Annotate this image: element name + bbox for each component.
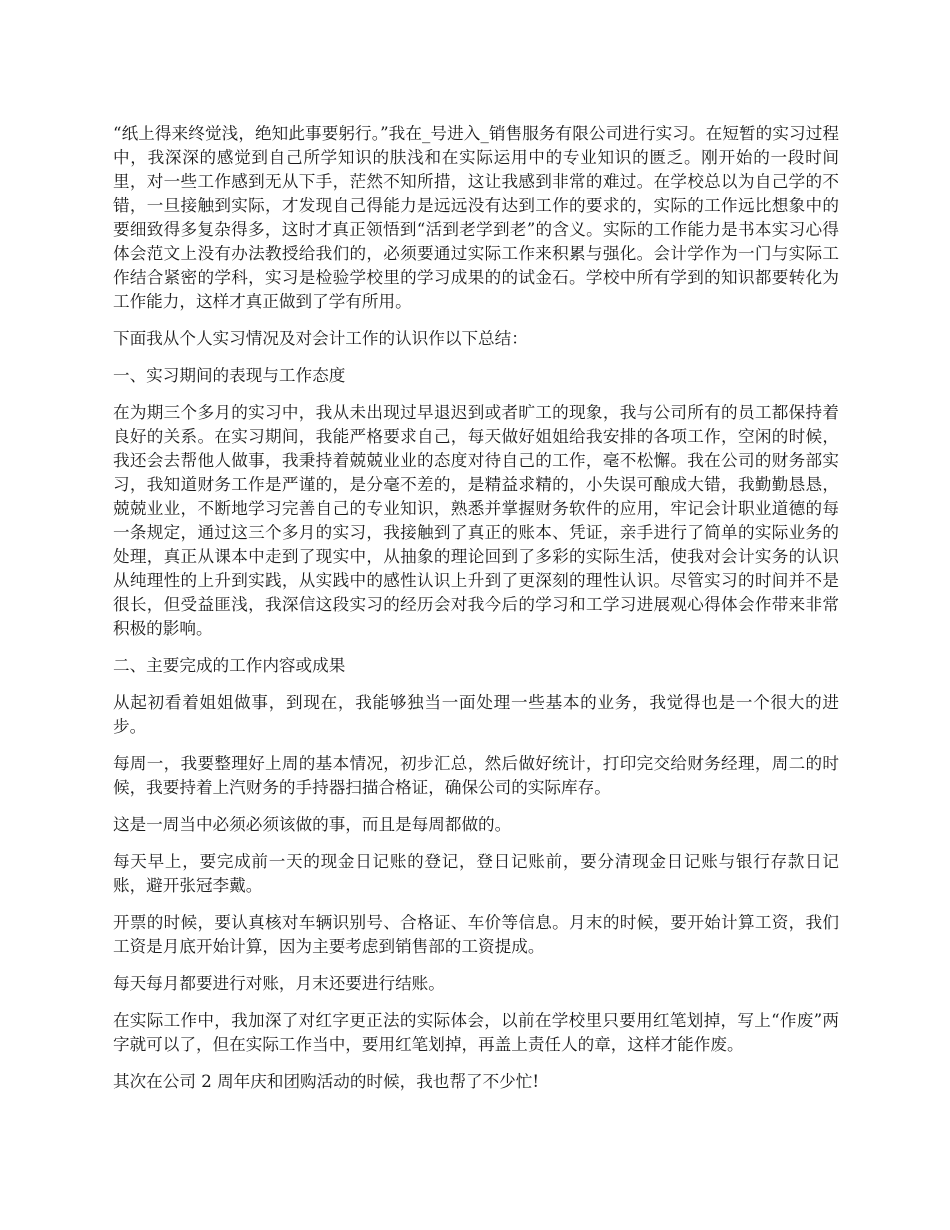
document-page <box>113 122 839 1107</box>
paragraph-reconciliation: 每天每月都要进行对账，月末还要进行结账。 <box>113 974 445 993</box>
paragraph-monday: 每周一，我要整理好上周的基本情况，初步汇总，然后做好统计，打印完交给财务经理，周二的时候，我要持着上汽财务的手持器扫描合格证，确保公司的实际库存。 <box>113 754 839 797</box>
paragraph-morning: 每天早上，要完成前一天的现金日记账的登记，登日记账前，要分清现金日记账与银行存款日记账，避开张冠李戴。 <box>113 852 839 895</box>
paragraph-progress: 从起初看着姐姐做事，到现在，我能够独当一面处理一些基本的业务，我觉得也是一个很大的进步。 <box>113 693 839 736</box>
paragraph-invoicing: 开票的时候，要认真核对车辆识别号、合格证、车价等信息。月末的时候，要开始计算工资，我们工资是月底开始计算，因为主要考虑到销售部的工资提成。 <box>113 913 839 956</box>
paragraph-anniversary: 其次在公司 2 周年庆和团购活动的时候，我也帮了不少忙! <box>113 1072 540 1091</box>
paragraph-intro: “纸上得来终觉浅，绝知此事要躬行。”我在_号进入_销售服务有限公司进行实习。在短暂的实习过程中，我深深的感觉到自己所学知识的肤浅和在实际运用中的专业知识的匮乏。刚开始的一段时间里，对一些工作感到无从下手，茫然不知所措，这让我感到非常的难过。在学校总以为自己学的不错，一旦接触到实际，才发现自己得能力是远远没有达到工作的要求的，实际的工作远比想象中的要细致得多复杂得多，这时才真正领悟到“活到老学到老”的含义。实际的工作能力是书本实习心得体会范文上没有办法教授给我们的，必须要通过实际工作来积累与强化。会计学作为一门与实际工作结合紧密的学科，实习是检验学校里的学习成果的的试金石。学校中所有学到的知识都要转化为工作能力，这样才真正做到了学有所用。 <box>113 124 839 311</box>
paragraph-red-correction: 在实际工作中，我加深了对红字更正法的实际体会，以前在学校里只要用红笔划掉，写上“作废”两字就可以了，但在实际工作当中，要用红笔划掉，再盖上责任人的章，这样才能作废。 <box>113 1011 839 1054</box>
section-heading-2: 二、主要完成的工作内容或成果 <box>113 656 346 675</box>
paragraph-summary-lead: 下面我从个人实习情况及对会计工作的认识作以下总结： <box>113 329 528 348</box>
section-heading-1: 一、实习期间的表现与工作态度 <box>113 366 346 385</box>
paragraph-weekly: 这是一周当中必须必须该做的事，而且是每周都做的。 <box>113 815 512 834</box>
paragraph-performance: 在为期三个多月的实习中，我从未出现过早退迟到或者旷工的现象，我与公司所有的员工都保持着良好的关系。在实习期间，我能严格要求自己，每天做好姐姐给我安排的各项工作，空闲的时候，我还会去帮他人做事，我秉持着兢兢业业的态度对待自己的工作，毫不松懈。我在公司的财务部实习，我知道财务工作是严谨的，是分毫不差的，是精益求精的，小失误可酿成大错，我勤勤恳恳，兢兢业业，不断地学习完善自己的专业知识，熟悉并掌握财务软件的应用，牢记会计职业道德的每一条规定，通过这三个多月的实习，我接触到了真正的账本、凭证，亲手进行了简单的实际业务的处理，真正从课本中走到了现实中，从抽象的理论回到了多彩的实际生活，使我对会计实务的认识从纯理性的上升到实践，从实践中的感性认识上升到了更深刻的理性认识。尽管实习的时间并不是很长，但受益匪浅，我深信这段实习的经历会对我今后的学习和工学习进展观心得体会作带来非常积极的影响。 <box>113 403 839 638</box>
